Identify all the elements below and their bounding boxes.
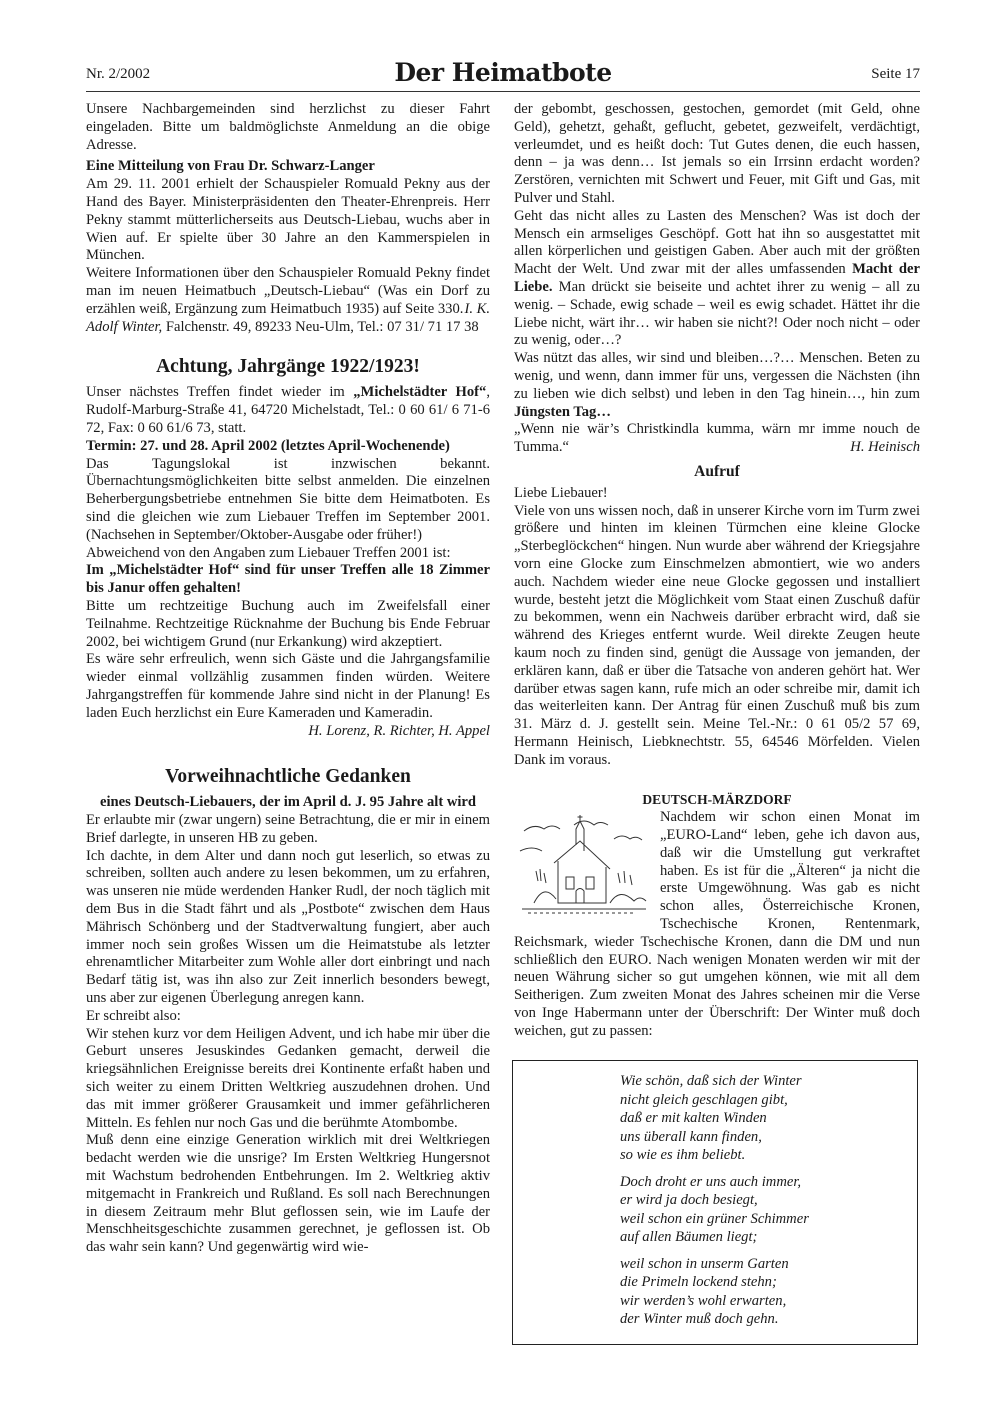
- vorweih-paragraph-1: Er erlaubte mir (zwar ungern) seine Betrachtung, die er mir in einem Brief darlegte, in unseren HB zu geben.: [86, 812, 490, 846]
- hotel-name: „Michelstädter Hof“: [353, 384, 487, 401]
- achtung-heading: Achtung, Jahrgänge 1922/1923!: [156, 356, 420, 378]
- vorweih-heading: Vorweihnachtliche Gedanken: [165, 766, 411, 788]
- address-details: Falchenstr. 49, 89233 Neu-Ulm, Tel.: 07 31/ 71 17 38: [162, 318, 479, 335]
- poem-line: so wie es ihm beliebt.: [620, 1147, 746, 1163]
- aufruf-greeting: Liebe Liebauer!: [514, 484, 608, 501]
- aufruf-heading: Aufruf: [694, 462, 740, 480]
- dmz-paragraph: Nachdem wir schon einen Monat im „EURO-Land“ leben, gehe ich davon aus, daß wir die Umstellung gut verkraftet haben. Es ist für die „Älteren“ ja nicht die erste Umgewöhnung. Was gab es nicht schon alles, Österreichische Kronen, Tschechische Kronen, Rentenmark, Reichsmark, wieder Tschechische Kronen, dann die DM und nun schließlich den EURO. Nach wenigen Monaten werden wir mit der neuen Währung sicher so gut umgehen können, wie mit all dem Seitherigen. Zum zweiten Monat des Jahres scheinen mir die Verse von Inge Habermann unter der Überschrift: Der Winter muß doch weichen, gut zu passen:: [514, 809, 920, 1039]
- mitteilung-title: Eine Mitteilung von Frau Dr. Schwarz-Langer: [86, 158, 375, 175]
- mitteilung-paragraph-2-text: Weitere Informationen über den Schauspieler Romuald Pekny findet man im neuen Heimatbuch „Deutsch-Liebau“ (Was ein Dorf zu erzählen weiß, Ergänzung zum Heimatbuch 1935) auf Seite 330.: [86, 265, 490, 317]
- masthead-logo: Der Heimatbote: [394, 58, 612, 87]
- address-name: Adolf Winter,: [86, 318, 163, 335]
- vorweih-paragraph-3: Er schreibt also:: [86, 1007, 181, 1024]
- poem-stanza: [620, 1255, 910, 1329]
- dmz-heading: DEUTSCH-MÄRZDORF: [642, 792, 792, 808]
- poem-line: der Winter muß doch gehn.: [620, 1311, 779, 1327]
- poem-line: er wird ja doch besiegt,: [620, 1192, 758, 1208]
- mitteilung-paragraph-1: Am 29. 11. 2001 erhielt der Schauspieler Romuald Pekny aus der Hand des Bayer. Ministerpräsidenten den Theater-Ehrenpreis. Herr Pekny stammt mütterlicherseits aus Deutsch-Liebau, wuchs aber in Wien auf. Er spielte über 30 Jahre an den Kammerspielen in München.: [86, 176, 490, 264]
- achtung-signature: H. Lorenz, R. Richter, H. Appel: [308, 722, 490, 739]
- issue-number: Nr. 2/2002: [86, 66, 151, 82]
- poem-line: nicht gleich geschlagen gibt,: [620, 1091, 788, 1108]
- right-column: [514, 101, 920, 1041]
- poem-stanza: [620, 1173, 910, 1247]
- poem-line: daß er mit kalten Winden: [620, 1110, 767, 1126]
- achtung-p1-end: , Rudolf-Marburg-Straße 41, 64720 Michelstadt, Tel.: 0 60 61/ 6 71-6 72, Fax: 0 60 61/6 73, statt.: [86, 384, 490, 436]
- vorweih-paragraph-4: Wir stehen kurz vor dem Heiligen Advent, und ich habe mir über die Geburt unseres Jesuskindes Gedanken gemacht, derweil die kriegsähnlichen Ereignisse bereits drei Kontinente erfaßt haben und sich weiter zu einem Dritten Weltkrieg auszudehnen drohen. Und das mit immer größerer Grausamkeit und immer gefährlicheren Mitteln. Es fehlen nur noch Gas und die berühmte Atombombe.: [86, 1025, 490, 1131]
- juengster-tag: Jüngsten Tag…: [514, 403, 611, 420]
- right-paragraph-2: [514, 208, 920, 350]
- right-p3-start: Was nützt das alles, wir sind und bleiben…?… Menschen. Beten zu wenig, und wenn, dann immer für uns, vergessen die Nächsten (ihn zu lieben wie dich selbst) und leben in den Tag hinein…, hin zum: [514, 350, 920, 402]
- poem-line: die Primeln lockend stehn;: [620, 1274, 777, 1290]
- chapel-sketch-image: [514, 811, 654, 917]
- header-divider: [86, 91, 920, 92]
- vorweih-subheading: eines Deutsch-Liebauers, der im April d. J. 95 Jahre alt wird: [99, 794, 477, 811]
- poem-box: [512, 1060, 918, 1345]
- mitteilung-paragraph-2: [86, 265, 490, 318]
- poem-line: weil schon in unserm Garten: [620, 1255, 789, 1272]
- page-number: Seite 17: [871, 66, 920, 82]
- achtung-p1-start: Unser nächstes Treffen findet wieder im: [86, 384, 354, 401]
- poem-line: auf allen Bäumen liegt;: [620, 1229, 758, 1245]
- right-p2-end: Man drückt sie beiseite und achtet ihrer zu wenig – all zu wenig. – Schade, ewig schade – weil es ewig schadet. Hättet ihr die Liebe nicht, wärt ihr… wir haben sie nicht?! Oder noch nicht – oder zu wenig, oder…?: [514, 278, 920, 349]
- vorweih-paragraph-2: Ich dachte, in dem Alter und dann noch gut leserlich, so etwas zu schreiben, sollten auch andere zu lesen bekommen, um zu erfahren, was unseren nie müde werdenden Hanker Rudl, der noch täglich mit dem Bus in die Stadt fährt und als „Postbote“ zwischen dem Haus Mährisch Schönberg und der Stadtverwaltung fungiert, aber auch immer noch sein großes Wissen um die Heimatstube als letzter ehrenamtlicher Mitarbeiter zum Wohle aller dort einbringt und nach Bedarf tätig ist, was ihn also zur Zeit innerlich besonders bewegt, uns aber zur eigenen Überlegung anregen kann.: [86, 847, 490, 1007]
- macht-der-liebe: Macht der Liebe.: [514, 261, 920, 295]
- poem-line: uns überall kann finden,: [620, 1128, 762, 1145]
- right-p2-start: Geht das nicht alles zu Lasten des Menschen? Was ist doch der Mensch ein armseliges Geschöpf. Gott hat ihn so ausgestattet mit allen körperlichen und geistigen Gaben. Aber auch mit der größten Macht der Welt. Und zwar mit der alles umfassenden: [514, 207, 920, 278]
- page-header: [86, 58, 920, 90]
- achtung-paragraph-4: Bitte um rechtzeitige Buchung auch im Zweifelsfall einer Teilnahme. Rechtzeitige Rücknahme der Buchung bis Ende Februar 2002, bei wichtigem Grund (nur Erkankung) wird akzeptiert.: [86, 597, 490, 650]
- quote-text: „Wenn nie wär’s Christkindla kumma, wärn mr imme nouch de Tumma.“: [514, 421, 920, 456]
- poem-stanza: [620, 1072, 910, 1165]
- poem-line: weil schon ein grüner Schimmer: [620, 1210, 809, 1227]
- right-paragraph-3: [514, 350, 920, 421]
- achtung-paragraph-3: Abweichend von den Angaben zum Liebauer Treffen 2001 ist:: [86, 544, 451, 561]
- achtung-termin: Termin: 27. und 28. April 2002 (letztes April-Wochenende): [86, 437, 450, 454]
- vorweih-paragraph-5: Muß denn eine einzige Generation wirklich mit drei Weltkriegen bedacht werden wie die unsrige? Im Ersten Weltkrieg Hungersnot mit Wachstum bedrohenden Entbehrungen. Im 2. Weltkrieg aktiv mitgemacht in Frankreich und Rußland. Es soll nach Berechnungen in diesem Zeitraum mehr Blut geflossen sein, wie im Laufe der Menschheitsgeschichte zusammen gerechnet, je geflossen ist. Ob das wahr sein kann? Und gegenwärtig wird wie-: [86, 1132, 490, 1256]
- poem-line: Wie schön, daß sich der Winter: [620, 1073, 802, 1089]
- dialect-quote: [514, 421, 920, 457]
- achtung-paragraph-5: Es wäre sehr erfreulich, wenn sich Gäste und die Jahrgangsfamilie wieder einmal vollzählig zusammen finden würden. Weitere Jahrgangstreffen für kommende Jahre sind nicht in der Planung! Es laden Euch herzlichst ein Eure Kameraden und Kameradin.: [86, 651, 490, 721]
- quote-signature: H. Heinisch: [850, 439, 920, 456]
- dmz-section: [514, 809, 920, 1040]
- achtung-paragraph-2: Das Tagungslokal ist inzwischen bekannt. Übernachtungsmöglichkeiten bitte selbst anmelden. Die einzelnen Beherbergungsbetriebe entnehmen Sie bitte dem Heimatboten. Es sind die gleichen wie zum Liebauer Treffen im September 2001. (Nachsehen in September/Oktober-Ausgabe oder früher!): [86, 455, 490, 543]
- right-paragraph-1: der gebombt, geschossen, gestochen, gemordet (mit Geld, ohne Geld), gehetzt, gehaßt, geflucht, gebetet, gezweifelt, verdächtigt, verleumdet, und es heißt doch: Tut Gutes denen, die euch hassen, denn – ja was denn… Ist jemals so ein Irrsinn erdacht worden? Zerstören, vernichten mit Schwert und Feuer, mit Gift und Gas, mit Pulver und Stahl.: [514, 101, 920, 206]
- poem-line: wir werden’s wohl erwarten,: [620, 1292, 787, 1309]
- winter-poem: [620, 1072, 910, 1337]
- poem-line: Doch droht er uns auch immer,: [620, 1173, 802, 1190]
- aufruf-paragraph: Viele von uns wissen noch, daß in unserer Kirche vorn im Turm zwei größere und hinten im kleinen Türmchen eine kleine Glocke „Sterbeglöckchen“ hingen. Nun wurde aber während der Kriegsjahre vorn eine Glocke zum Einschmelzen abmontiert, wie wo anders auch. Nachdem wieder eine neue Glocke gegossen und installiert wurde, besteht jetzt die Möglichkeit vom Staat einen Zuschuß dafür zu bekommen, wenn ein Nachweis darüber erbracht wird, daß sie während des Krieges entfernt wurde. Weil direkte Zeugen heute kaum noch zu finden sind, genügt die Aussage von jemanden, der erklären kann, daß er über die Tatsache von anderen gehört hat. Wer darüber etwas sagen kann, rufe mich an oder schreibe mir, damit ich das weiterleiten kann. Der Antrag für einen Zuschuß muß bis zum 31. März d. J. gestellt sein. Meine Tel.-Nr.: 0 61 05/2 57 69, Hermann Heinisch, Liebknechtstr. 55, 64546 Mörfelden. Vielen Dank im voraus.: [514, 502, 920, 768]
- mitteilung-address: [86, 319, 490, 337]
- intro-paragraph: Unsere Nachbargemeinden sind herzlichst zu dieser Fahrt eingeladen. Bitte um baldmöglichste Anmeldung an die obige Adresse.: [86, 101, 490, 153]
- left-column: [86, 101, 490, 1257]
- achtung-bold-note: Im „Michelstädter Hof“ sind für unser Treffen alle 18 Zimmer bis Janur offen gehalten!: [86, 562, 490, 597]
- achtung-paragraph-1: [86, 384, 490, 437]
- mitteilung-signature: I. K.: [464, 300, 490, 317]
